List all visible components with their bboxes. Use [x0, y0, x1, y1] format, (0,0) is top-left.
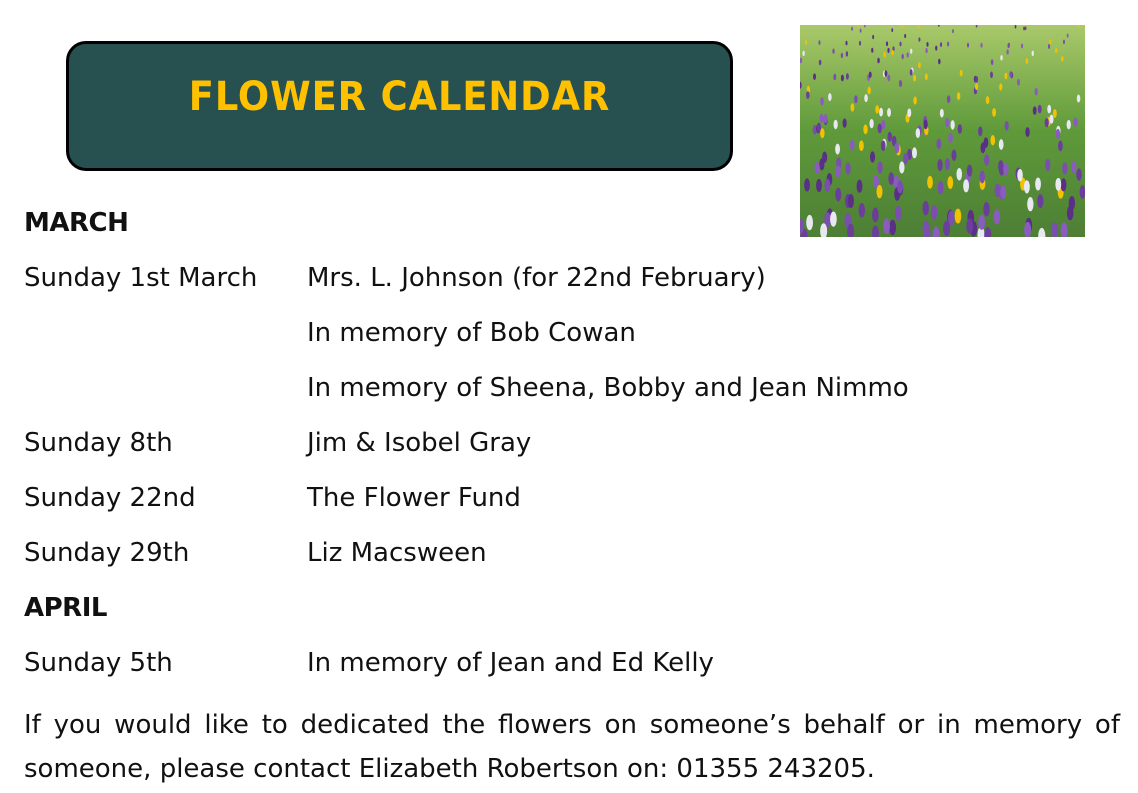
crocus-flower: [940, 42, 942, 47]
crocus-flower: [990, 135, 995, 145]
crocus-flower: [980, 142, 985, 153]
crocus-flower: [1047, 105, 1051, 114]
crocus-flower: [925, 73, 928, 80]
crocus-flower: [1006, 49, 1008, 54]
crocus-flower: [1034, 88, 1037, 96]
crocus-flower: [1025, 26, 1027, 30]
crocus-flower: [907, 108, 911, 117]
crocus-flower: [998, 160, 1003, 172]
crocus-flower: [887, 108, 891, 117]
crocus-flower: [832, 49, 834, 54]
crocus-flower: [923, 221, 930, 237]
crocus-flower: [963, 179, 969, 192]
crocus-flower: [910, 49, 912, 54]
crocus-flower: [1017, 79, 1020, 86]
crocus-flower: [817, 123, 821, 133]
crocus-flower: [845, 162, 850, 174]
crocus-flower: [1024, 222, 1031, 237]
crocus-flower: [819, 60, 822, 66]
crocus-flower: [1000, 185, 1006, 199]
crocus-flower: [918, 37, 920, 41]
crocus-flower: [947, 42, 949, 47]
crocus-flower: [986, 96, 990, 104]
crocus-flower: [886, 41, 888, 46]
crocus-flower: [994, 210, 1001, 225]
crocus-flower: [948, 210, 955, 225]
crocus-flower: [820, 97, 824, 105]
crocus-flower: [1053, 109, 1057, 118]
crocus-flower: [875, 105, 879, 114]
crocus-flower: [960, 70, 963, 76]
crocus-flower: [841, 75, 844, 82]
crocus-flower: [823, 114, 827, 123]
crocus-flower: [851, 27, 853, 31]
crocus-flower: [913, 97, 917, 105]
crocus-flower: [935, 46, 937, 51]
crocus-flower: [887, 48, 889, 53]
crocus-flower: [884, 70, 887, 76]
crocus-flower: [1026, 58, 1029, 64]
crocus-flower: [1069, 196, 1075, 210]
crocus-flower: [931, 205, 938, 220]
crocus-flower: [1000, 55, 1002, 61]
crocus-flower: [816, 179, 822, 192]
crocus-flower: [1007, 43, 1009, 48]
crocus-flower: [824, 179, 830, 192]
crocus-flower: [940, 109, 944, 118]
crocus-flower: [951, 120, 955, 130]
crocus-flower: [975, 83, 978, 90]
crocus-flower: [938, 181, 944, 194]
title-banner: [66, 41, 733, 171]
crocus-flower: [883, 52, 885, 57]
crocus-flower: [1061, 56, 1063, 62]
crocus-flower: [1049, 39, 1051, 44]
crocus-flower: [979, 171, 985, 184]
crocus-flower: [906, 52, 908, 57]
crocus-flower: [999, 83, 1002, 90]
crocus-field-photo: [800, 25, 1085, 237]
crocus-flower: [1033, 106, 1037, 115]
crocus-flower: [955, 209, 962, 224]
crocus-flower: [957, 92, 960, 100]
entry-date: Sunday 1st March: [24, 263, 258, 293]
crocus-flower: [995, 184, 1001, 197]
crocus-flower: [910, 69, 913, 75]
crocus-flower: [1063, 40, 1065, 45]
crocus-flower: [877, 58, 880, 64]
crocus-flower: [1005, 121, 1009, 131]
entry-date: Sunday 5th: [24, 648, 173, 678]
crocus-flower: [1055, 178, 1061, 191]
crocus-flower: [870, 119, 874, 128]
crocus-flower: [967, 164, 972, 176]
crocus-flower: [1071, 161, 1076, 173]
crocus-flower: [895, 206, 902, 221]
entry-date: Sunday 29th: [24, 538, 190, 568]
crocus-flower: [899, 80, 902, 87]
contact-paragraph: If you would like to dedicated the flowers on someone’s behalf or in memory of someone, please contact Elizabeth Robertson on: 01355 243205.: [24, 710, 1120, 784]
crocus-flower: [999, 139, 1004, 150]
crocus-flower: [990, 72, 993, 79]
crocus-flower: [1055, 48, 1057, 53]
crocus-flower: [851, 103, 855, 112]
crocus-flower: [958, 124, 962, 134]
crocus-flower: [894, 142, 899, 153]
crocus-flower: [802, 51, 804, 56]
crocus-flower: [889, 220, 896, 236]
crocus-flower: [1038, 105, 1042, 114]
crocus-flower: [845, 41, 847, 46]
crocus-flower: [918, 62, 921, 68]
crocus-flower: [834, 120, 838, 130]
entry-text: In memory of Bob Cowan: [307, 318, 636, 348]
crocus-flower: [878, 124, 882, 134]
crocus-flower: [854, 95, 858, 103]
crocus-flower: [877, 161, 882, 173]
crocus-flower: [947, 95, 951, 103]
crocus-flower: [1056, 129, 1060, 139]
crocus-flower: [975, 76, 978, 83]
crocus-flower: [1025, 127, 1029, 137]
crocus-flower: [864, 94, 868, 102]
crocus-flower: [948, 133, 953, 143]
crocus-flower: [822, 152, 827, 163]
crocus-flower: [892, 50, 894, 55]
crocus-flower: [991, 59, 994, 65]
crocus-flower: [897, 180, 903, 193]
crocus-flower: [952, 29, 954, 33]
crocus-flower: [1076, 168, 1082, 180]
crocus-flower: [1009, 71, 1012, 78]
crocus-flower: [937, 159, 942, 171]
crocus-flower: [869, 71, 872, 78]
crocus-flower: [951, 150, 956, 161]
month-heading-april: APRIL: [24, 593, 107, 623]
crocus-flower: [1037, 194, 1043, 208]
month-heading-march: MARCH: [24, 208, 129, 238]
crocus-flower: [916, 128, 920, 138]
crocus-flower: [1074, 117, 1078, 126]
crocus-flower: [924, 120, 928, 130]
crocus-flower: [881, 140, 886, 151]
crocus-flower: [992, 108, 996, 117]
crocus-flower: [891, 28, 893, 32]
crocus-flower: [818, 40, 820, 45]
crocus-flower: [1045, 118, 1049, 127]
crocus-flower: [804, 178, 810, 191]
crocus-flower: [806, 215, 813, 230]
entry-date: Sunday 8th: [24, 428, 173, 458]
entry-text: In memory of Jean and Ed Kelly: [307, 648, 714, 678]
crocus-flower: [1058, 140, 1063, 151]
crocus-flower: [983, 202, 989, 217]
entry-text: Mrs. L. Johnson (for 22nd February): [307, 263, 766, 293]
crocus-flower: [1049, 115, 1053, 124]
crocus-flower: [936, 138, 941, 149]
crocus-flower: [830, 212, 837, 227]
crocus-flower: [870, 151, 875, 162]
crocus-flower: [859, 41, 861, 46]
crocus-flower: [956, 168, 962, 180]
entry-text: Jim & Isobel Gray: [307, 428, 532, 458]
crocus-flower: [967, 43, 969, 48]
crocus-flower: [872, 35, 874, 39]
crocus-flower: [1003, 163, 1008, 175]
crocus-flower: [833, 74, 836, 81]
crocus-flower: [846, 73, 849, 80]
crocus-flower: [835, 165, 840, 177]
crocus-flower: [1023, 27, 1025, 31]
crocus-flower: [887, 132, 892, 142]
crocus-flower: [814, 162, 819, 174]
crocus-flower: [857, 180, 863, 193]
crocus-flower: [926, 42, 928, 47]
crocus-flower: [859, 203, 865, 218]
crocus-flower: [1077, 95, 1081, 103]
crocus-flower: [1004, 73, 1007, 80]
crocus-flower: [912, 147, 917, 158]
crocus-flower: [1061, 178, 1067, 191]
crocus-flower: [1027, 197, 1033, 211]
crocus-flower: [1024, 180, 1030, 193]
crocus-flower: [813, 73, 816, 80]
crocus-flower: [859, 140, 864, 151]
crocus-flower: [871, 48, 873, 53]
crocus-flower: [843, 118, 847, 127]
crocus-flower: [984, 154, 989, 166]
crocus-flower: [899, 42, 901, 47]
crocus-flower: [1035, 178, 1041, 191]
crocus-flower: [925, 48, 927, 53]
crocus-flower: [945, 158, 950, 170]
crocus-flower: [835, 188, 841, 202]
crocus-flower: [841, 53, 843, 58]
crocus-flower: [860, 29, 862, 33]
entry-date: Sunday 22nd: [24, 483, 196, 513]
crocus-flower: [887, 75, 890, 82]
crocus-flower: [938, 59, 941, 65]
crocus-flower: [877, 185, 883, 199]
crocus-flower: [978, 215, 985, 230]
crocus-flower: [913, 75, 916, 82]
page-title: FLOWER CALENDAR: [188, 74, 611, 120]
crocus-flower: [883, 218, 890, 234]
crocus-flower: [927, 176, 933, 189]
crocus-flower: [923, 201, 929, 215]
crocus-flower: [1062, 162, 1067, 174]
crocus-flower: [872, 208, 879, 223]
crocus-flower: [806, 91, 809, 99]
entry-text: In memory of Sheena, Bobby and Jean Nimmo: [307, 373, 909, 403]
crocus-flower: [901, 54, 903, 59]
crocus-flower: [1045, 159, 1050, 171]
crocus-flower: [1021, 44, 1023, 49]
crocus-flower: [848, 194, 854, 208]
crocus-flower: [904, 34, 906, 38]
crocus-flower: [1032, 51, 1034, 56]
crocus-flower: [947, 176, 953, 189]
crocus-flower: [863, 124, 867, 134]
crocus-flower: [850, 140, 855, 151]
crocus-flower: [945, 118, 949, 127]
crocus-flower: [888, 172, 894, 185]
crocus-flower: [899, 161, 904, 173]
crocus-flower: [1015, 25, 1017, 29]
crocus-flower: [835, 144, 840, 155]
crocus-flower: [978, 126, 982, 136]
crocus-flower: [1067, 33, 1069, 37]
crocus-flower: [868, 87, 871, 94]
crocus-flower: [879, 108, 883, 117]
crocus-flower: [903, 153, 908, 165]
crocus-flower: [966, 218, 973, 234]
crocus-flower: [846, 51, 848, 56]
entry-text: The Flower Fund: [307, 483, 521, 513]
crocus-flower: [828, 93, 832, 101]
crocus-flower: [805, 40, 807, 45]
entry-text: Liz Macsween: [307, 538, 487, 568]
crocus-flower: [1017, 169, 1023, 182]
crocus-flower: [1067, 120, 1071, 130]
crocus-flower: [980, 43, 982, 48]
crocus-flower: [1048, 44, 1050, 49]
crocus-flower: [819, 114, 823, 123]
